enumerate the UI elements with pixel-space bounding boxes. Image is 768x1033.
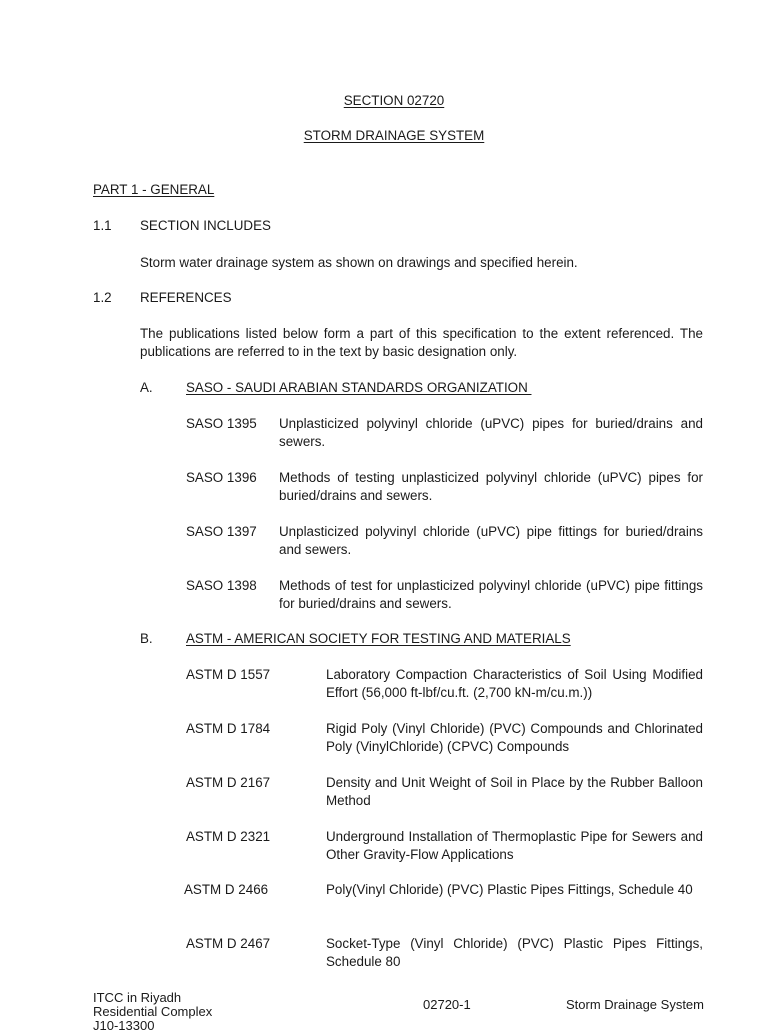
astm-desc: Underground Installation of Thermoplastic Pipe for Sewers and Other Gravity-Flow Applications — [326, 829, 703, 862]
saso-code: SASO 1398 — [186, 578, 257, 593]
footer-document-title: Storm Drainage System — [566, 997, 704, 1012]
saso-code: SASO 1396 — [186, 470, 257, 485]
saso-desc: Methods of testing unplasticized polyvinyl chloride (uPVC) pipes for buried/drains and sewers. — [279, 470, 703, 503]
astm-desc: Density and Unit Weight of Soil in Place by the Rubber Balloon Method — [326, 775, 703, 808]
group-a-letter: A. — [140, 380, 153, 395]
part-title: PART 1 - GENERAL — [93, 182, 215, 197]
section-1-1-number: 1.1 — [93, 218, 112, 233]
section-1-2-number: 1.2 — [93, 290, 112, 305]
astm-desc: Poly(Vinyl Chloride) (PVC) Plastic Pipes Fittings, Schedule 40 — [326, 882, 693, 897]
section-1-1-heading: SECTION INCLUDES — [140, 218, 271, 233]
group-b-letter: B. — [140, 631, 153, 646]
footer-left-line2: Residential Complex — [93, 1004, 213, 1019]
saso-desc: Unplasticized polyvinyl chloride (uPVC) pipes for buried/drains and sewers. — [279, 416, 703, 449]
astm-code: ASTM D 1557 — [186, 667, 271, 682]
saso-desc: Unplasticized polyvinyl chloride (uPVC) pipe fittings for buried/drains and sewers. — [279, 524, 703, 557]
astm-code: ASTM D 2467 — [186, 936, 271, 951]
group-a-title: SASO - SAUDI ARABIAN STANDARDS ORGANIZATION — [186, 380, 532, 395]
saso-desc: Methods of test for unplasticized polyvinyl chloride (uPVC) pipe fittings for buried/drains and sewers. — [279, 578, 703, 611]
section-number: SECTION 02720 — [343, 93, 445, 108]
astm-desc: Laboratory Compaction Characteristics of Soil Using Modified Effort (56,000 ft-lbf/cu.ft. (2,700 kN-m/cu.m.)) — [326, 667, 703, 700]
section-1-2-heading: REFERENCES — [140, 290, 232, 305]
section-title: STORM DRAINAGE SYSTEM — [303, 128, 485, 143]
footer-page-number: 02720-1 — [423, 997, 471, 1012]
astm-code: ASTM D 1784 — [186, 721, 271, 736]
section-1-2-text: The publications listed below form a part of this specification to the extent referenced. The publications are referred to in the text by basic designation only. — [140, 326, 703, 359]
astm-code: ASTM D 2466 — [184, 882, 269, 897]
astm-desc: Rigid Poly (Vinyl Chloride) (PVC) Compounds and Chlorinated Poly (VinylChloride) (CPVC) Compounds — [326, 721, 703, 754]
saso-code: SASO 1395 — [186, 416, 257, 431]
footer-left-line3: J10-13300 — [93, 1018, 155, 1033]
section-1-1-text: Storm water drainage system as shown on drawings and specified herein. — [140, 255, 578, 270]
astm-code: ASTM D 2167 — [186, 775, 271, 790]
saso-code: SASO 1397 — [186, 524, 257, 539]
astm-code: ASTM D 2321 — [186, 829, 271, 844]
footer-left-line1: ITCC in Riyadh — [93, 990, 182, 1005]
group-b-title: ASTM - AMERICAN SOCIETY FOR TESTING AND MATERIALS — [186, 631, 571, 646]
astm-desc: Socket-Type (Vinyl Chloride) (PVC) Plastic Pipes Fittings, Schedule 80 — [326, 936, 703, 969]
